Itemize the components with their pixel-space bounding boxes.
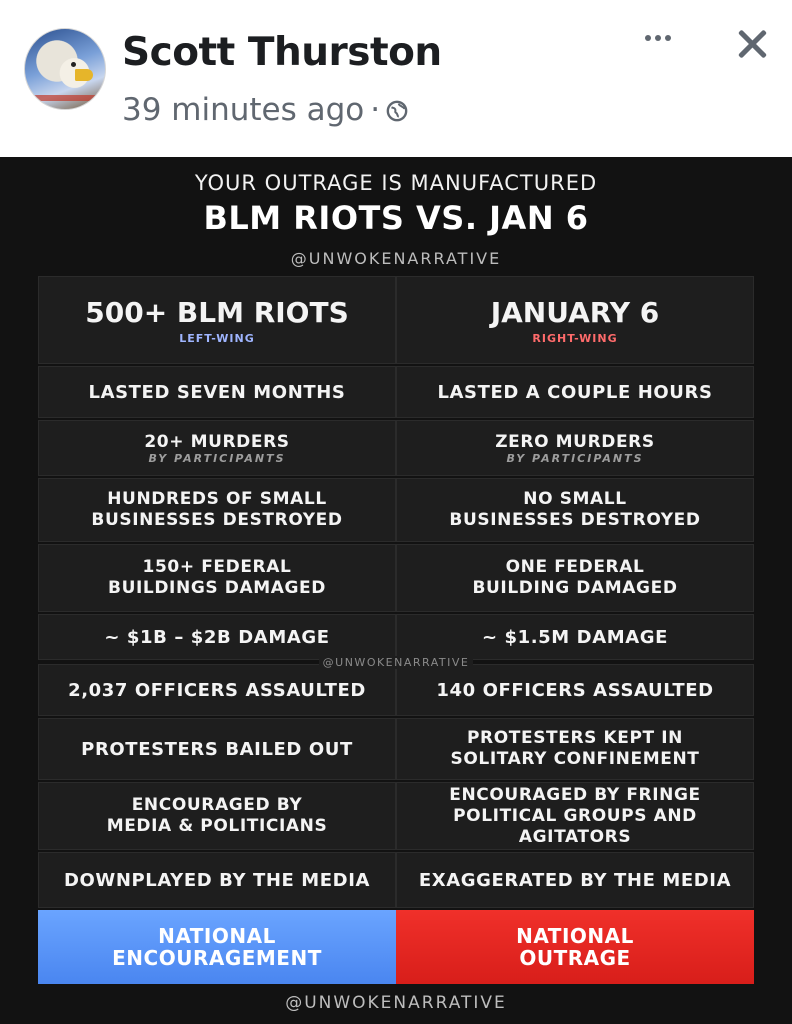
poster-name[interactable]: Scott Thurston xyxy=(122,30,442,75)
close-icon[interactable] xyxy=(734,26,770,62)
footer-right-line-1: NATIONAL xyxy=(516,924,634,948)
table-row xyxy=(38,718,754,780)
cell-text: 2,037 OFFICERS ASSAULTED xyxy=(68,679,366,701)
header-left-tag: LEFT-WING xyxy=(179,331,255,345)
cell-text: HUNDREDS OF SMALL xyxy=(107,489,327,509)
row-cell-right xyxy=(396,544,754,612)
row-cell-right xyxy=(396,420,754,476)
row-cell-right xyxy=(396,614,754,660)
meme-title: BLM RIOTS VS. JAN 6 xyxy=(203,199,589,237)
header-left xyxy=(38,276,396,364)
dot-icon xyxy=(665,35,671,41)
row-cell-right xyxy=(396,664,754,716)
cell-text: DOWNPLAYED BY THE MEDIA xyxy=(63,869,371,891)
row-cell-left xyxy=(38,664,396,716)
avatar-flag-stripe xyxy=(25,95,105,101)
meme-kicker: YOUR OUTRAGE IS MANUFACTURED xyxy=(194,171,598,195)
cell-text: POLITICAL GROUPS AND AGITATORS xyxy=(453,805,697,847)
post-image[interactable] xyxy=(0,157,792,1024)
cell-text: ~ $1B – $2B DAMAGE xyxy=(104,626,330,648)
cell-text: LASTED A COUPLE HOURS xyxy=(437,381,713,403)
cell-text: PROTESTERS KEPT IN xyxy=(466,728,684,748)
cell-text: ENCOURAGED BY FRINGE xyxy=(449,784,701,805)
cell-text: EXAGGERATED BY THE MEDIA xyxy=(418,869,732,891)
row-cell-left xyxy=(38,478,396,542)
header-right-tag: RIGHT-WING xyxy=(532,331,618,345)
row-cell-right xyxy=(396,852,754,908)
row-cell-left xyxy=(38,614,396,660)
header-right-title: JANUARY 6 xyxy=(490,295,660,329)
row-cell-right xyxy=(396,366,754,418)
cell-text: PROTESTERS BAILED OUT xyxy=(81,738,353,760)
row-cell-right xyxy=(396,478,754,542)
table-row xyxy=(38,366,754,418)
table-row xyxy=(38,420,754,476)
more-options-button[interactable] xyxy=(638,24,678,52)
cell-text: ENCOURAGED BY xyxy=(131,795,303,815)
national-encouragement-box xyxy=(38,910,396,984)
table-watermark xyxy=(38,656,754,669)
row-cell-left xyxy=(38,420,396,476)
cell-text: LASTED SEVEN MONTHS xyxy=(88,381,346,403)
post-header xyxy=(0,0,792,156)
cell-text: 20+ MURDERS xyxy=(144,431,290,452)
row-cell-left xyxy=(38,852,396,908)
eagle-eye xyxy=(71,62,76,67)
meta-separator: · xyxy=(370,92,381,128)
table-row xyxy=(38,478,754,542)
row-cell-left xyxy=(38,782,396,850)
meme-handle-top: @UNWOKENARRATIVE xyxy=(290,249,502,268)
meme-handle-bottom: @UNWOKENARRATIVE xyxy=(285,993,507,1013)
table-footer-row xyxy=(38,910,754,984)
dot-icon xyxy=(645,35,651,41)
cell-text: NO SMALL xyxy=(523,489,627,509)
cell-text: BUSINESSES DESTROYED xyxy=(449,510,701,530)
post-timestamp[interactable]: 39 minutes ago xyxy=(122,92,365,128)
cell-text: ONE FEDERAL xyxy=(505,557,645,577)
globe-icon xyxy=(386,100,408,122)
table-row xyxy=(38,664,754,716)
header-left-title: 500+ BLM RIOTS xyxy=(85,295,349,329)
cell-subtext: BY PARTICIPANTS xyxy=(148,451,286,465)
cell-text: MEDIA & POLITICIANS xyxy=(106,816,328,836)
row-cell-left xyxy=(38,544,396,612)
table-row xyxy=(38,852,754,908)
row-cell-left xyxy=(38,366,396,418)
header-right xyxy=(396,276,754,364)
cell-text: 150+ FEDERAL xyxy=(142,557,292,577)
avatar[interactable] xyxy=(24,28,106,110)
table-row xyxy=(38,782,754,850)
cell-text: 140 OFFICERS ASSAULTED xyxy=(436,679,714,701)
table-row xyxy=(38,544,754,612)
cell-text: BUILDINGS DAMAGED xyxy=(108,578,326,598)
cell-text: BUILDING DAMAGED xyxy=(472,578,678,598)
table-row xyxy=(38,614,754,660)
footer-left-line-2: ENCOURAGEMENT xyxy=(112,946,322,970)
watermark-text: @UNWOKENARRATIVE xyxy=(319,656,474,669)
footer-right-line-2: OUTRAGE xyxy=(519,946,631,970)
eagle-beak xyxy=(75,69,93,81)
post-meta xyxy=(122,92,408,128)
cell-text: SOLITARY CONFINEMENT xyxy=(450,749,700,769)
footer-left-line-1: NATIONAL xyxy=(158,924,276,948)
row-cell-left xyxy=(38,718,396,780)
cell-text: ~ $1.5M DAMAGE xyxy=(481,626,669,648)
table-header-row xyxy=(38,276,754,364)
cell-text: ZERO MURDERS xyxy=(495,431,655,452)
national-outrage-box xyxy=(396,910,754,984)
cell-text: BUSINESSES DESTROYED xyxy=(91,510,343,530)
dot-icon xyxy=(655,35,661,41)
row-cell-right xyxy=(396,718,754,780)
row-cell-right xyxy=(396,782,754,850)
cell-subtext: BY PARTICIPANTS xyxy=(506,451,644,465)
